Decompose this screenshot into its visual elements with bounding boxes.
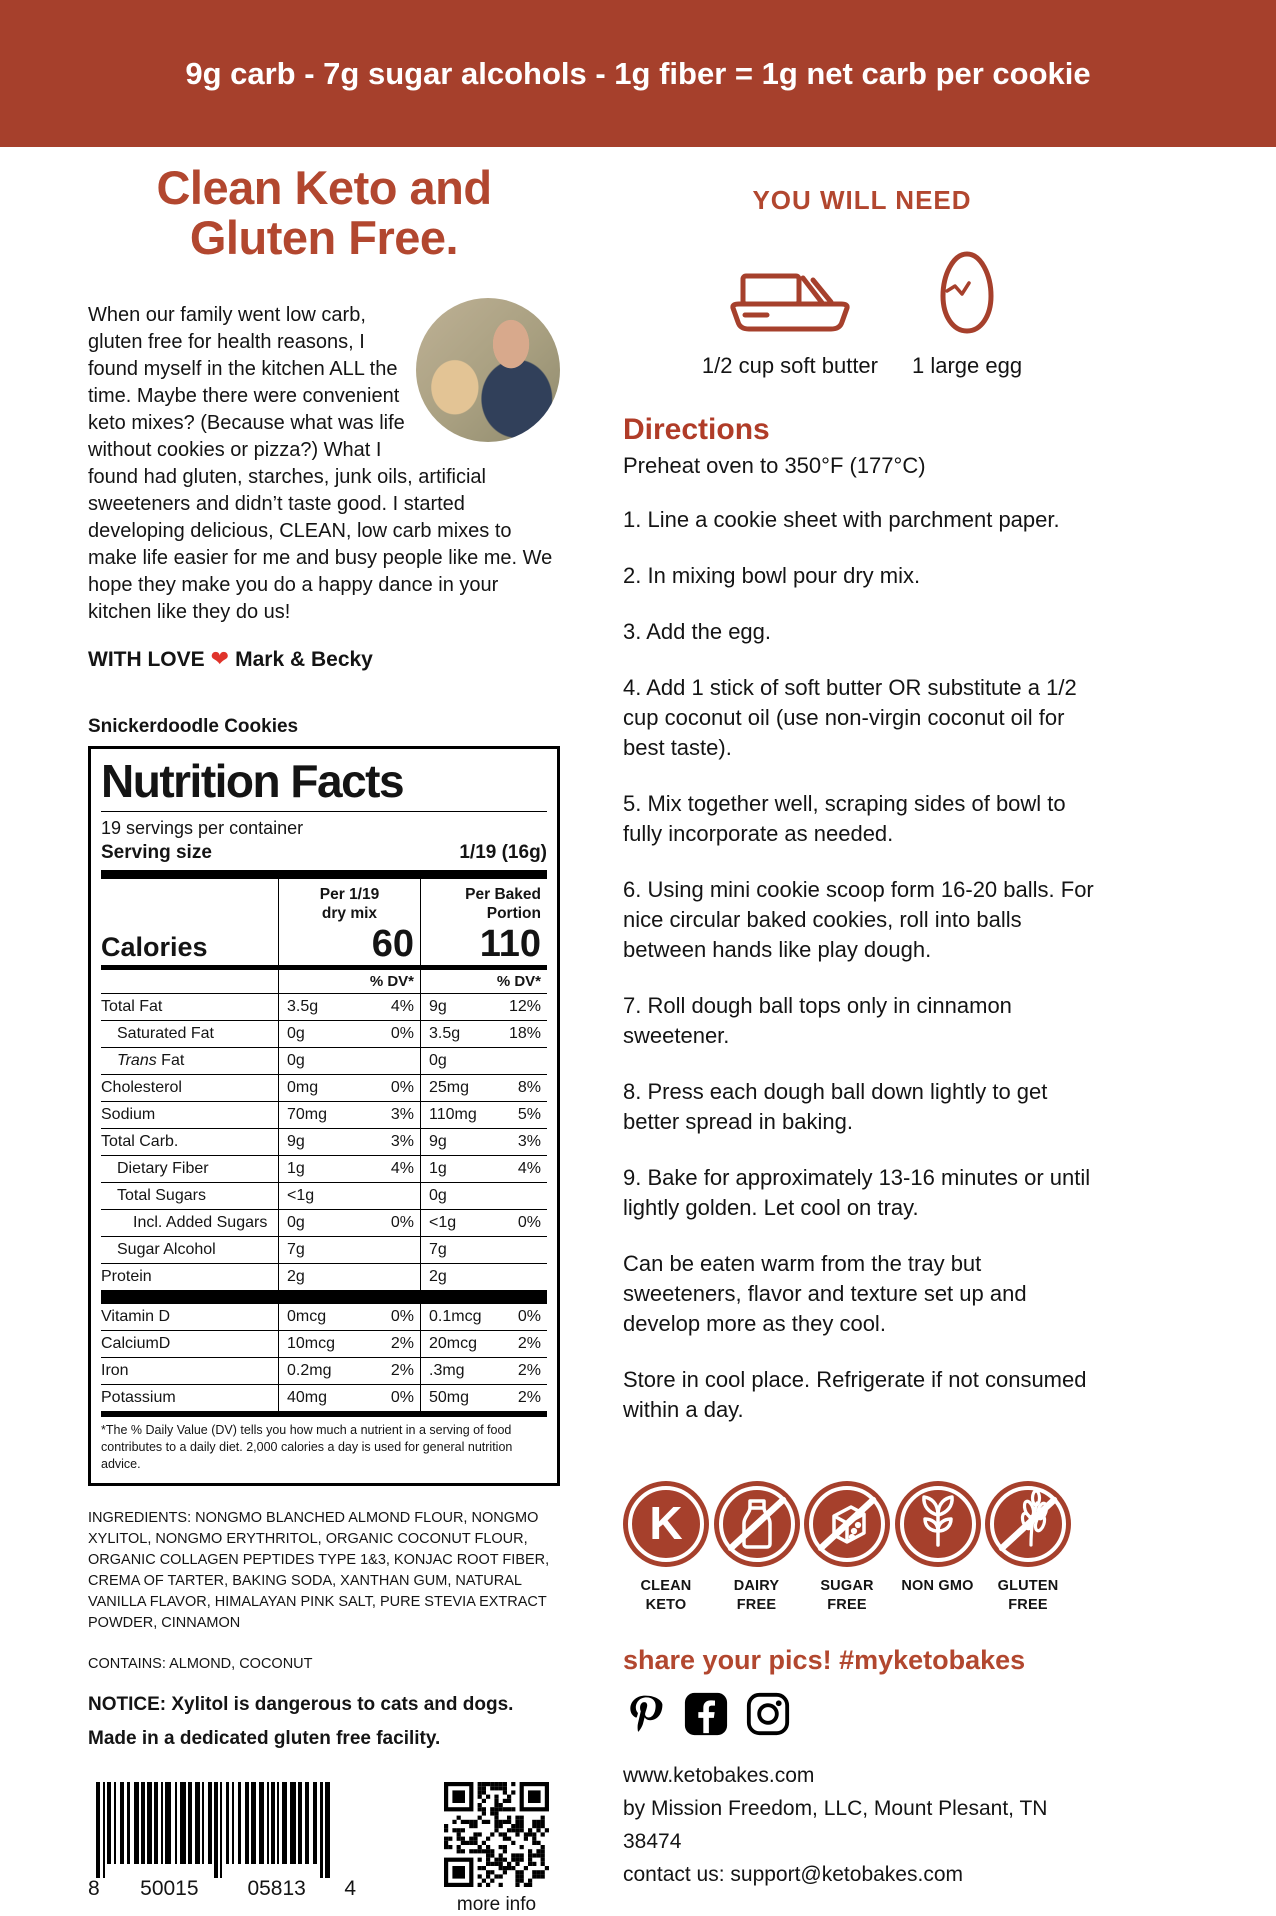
svg-text:K: K (649, 1497, 683, 1549)
direction-step: 1. Line a cookie sheet with parchment paper. (623, 507, 1060, 532)
nutrient-values: 110mg 5% (420, 1102, 547, 1128)
nutrient-row (101, 1237, 547, 1264)
nutrient-values: 25mg 8% (420, 1075, 547, 1101)
you-will-need-items (623, 250, 1101, 379)
nutrient-values: 7g (278, 1237, 420, 1263)
calories-row (101, 924, 547, 971)
claim-badge (623, 1481, 709, 1615)
nutrient-row (101, 1358, 547, 1385)
nutrient-row (101, 1210, 547, 1237)
founders-photo (416, 298, 560, 442)
nutrient-name: Sugar Alcohol (117, 1241, 216, 1259)
badge-label: SUGAR FREE (820, 1578, 874, 1613)
left-column (88, 147, 560, 1916)
dairy-bottle-icon (714, 1481, 800, 1567)
nutrient-values: 2g (278, 1264, 420, 1290)
badge-label: CLEAN KETO (640, 1578, 692, 1613)
nutrient-values: 0g (420, 1183, 547, 1209)
nutrient-values: 50mg 2% (420, 1385, 547, 1411)
direction-step: 9. Bake for approximately 13-16 minutes or until lightly golden. Let cool on tray. (623, 1165, 1091, 1220)
nutrient-values: 1g 4% (278, 1156, 420, 1182)
founder-story-text: When our family went low carb, gluten free for health reasons, I found myself in the kitchen ALL the time. Maybe there were convenient keto mixes? (Because what was life without cookies or pizza?) What I found had gluten, starches, junk oils, artificial sweeteners and didn’t taste good. I started developing delicious, CLEAN, low carb mixes to make life easier for me and busy people like me. We hope they make you do a happy dance in your kitchen like they do us! (88, 303, 553, 623)
nutrient-name: Cholesterol (101, 1079, 182, 1097)
clean-keto-k-icon (623, 1481, 709, 1567)
nutrient-row (101, 1385, 547, 1411)
direction-step: 4. Add 1 stick of soft butter OR substitute a 1/2 cup coconut oil (use non-virgin coconut oil for best taste). (623, 675, 1077, 760)
non-gmo-plant-icon (895, 1481, 981, 1567)
gluten-free-facility-line: Made in a dedicated gluten free facility. (88, 1728, 441, 1750)
nutrition-title: Nutrition Facts (101, 754, 404, 807)
support-email-line: contact us: support@ketobakes.com (623, 1862, 963, 1886)
thick-divider (101, 870, 547, 879)
directions-steps (623, 505, 1101, 1425)
nutrient-values: <1g (278, 1183, 420, 1209)
share-hashtag-line: share your pics! #myketobakes (623, 1644, 1026, 1675)
serving-size-label: Serving size (101, 841, 212, 863)
nutrient-values: 10mcg 2% (278, 1331, 420, 1357)
nutrient-values: 3.5g 18% (420, 1021, 547, 1047)
nutrient-values: <1g 0% (420, 1210, 547, 1236)
claim-badges-row (623, 1481, 1071, 1615)
signoff-names: Mark & Becky (235, 647, 373, 671)
thick-divider (101, 1291, 547, 1304)
calories-label: Calories (101, 932, 208, 963)
nutrient-row (101, 1156, 547, 1183)
dv-header-baked: % DV* (420, 970, 547, 993)
nutrient-name: Protein (101, 1268, 152, 1286)
baked-column-header: Per Baked Portion (420, 879, 547, 924)
ingredients-list: INGREDIENTS: NONGMO BLANCHED ALMOND FLOUR, NONGMO XYLITOL, NONGMO ERYTHRITOL, ORGANIC COCONUT FLOUR, ORGANIC COLLAGEN PEPTIDES TYPE 1&3, KONJAC ROOT FIBER, CREMA OF TARTER, BAKING SODA, XANTHAN GUM, NATURAL VANILLA FLAVOR, HIMALAYAN PINK SALT, PURE STEVIA EXTRACT POWDER, CINNAMON (88, 1510, 550, 1632)
badge-label: GLUTEN FREE (997, 1578, 1059, 1613)
preheat-line: Preheat oven to 350°F (177°C) (623, 453, 926, 478)
claim-badge (895, 1481, 981, 1615)
founder-story (88, 302, 560, 626)
facebook-icon (683, 1691, 729, 1742)
nutrient-row (101, 1264, 547, 1291)
serving-size-row (101, 842, 547, 864)
calories-dry-value: 60 (278, 924, 420, 966)
barcode-digits: 8 50015 05813 4 (88, 1877, 356, 1901)
nutrient-row (101, 1102, 547, 1129)
nutrient-row (101, 1183, 547, 1210)
nutrient-name: Dietary Fiber (117, 1160, 209, 1178)
calories-baked-value: 110 (420, 924, 547, 966)
nutrient-values: 1g 4% (420, 1156, 547, 1182)
net-carb-banner-text: 9g carb - 7g sugar alcohols - 1g fiber = 1g net carb per cookie (185, 55, 1091, 91)
dv-header-dry: % DV* (278, 970, 420, 993)
daily-value-header-row (101, 970, 547, 994)
notice-block (88, 1688, 560, 1756)
nutrient-values: 0g (420, 1048, 547, 1074)
heart-icon: ❤ (210, 645, 230, 671)
social-icons-row (623, 1690, 1101, 1743)
you-will-need-item (912, 250, 1022, 379)
nutrient-values: 9g 12% (420, 994, 547, 1020)
nutrient-row (101, 1129, 547, 1156)
you-will-need-item (702, 270, 878, 379)
ingredient-needed-label: 1/2 cup soft butter (701, 353, 878, 378)
nutrient-values: 0.2mg 2% (278, 1358, 420, 1384)
nutrient-name: Sodium (101, 1106, 156, 1124)
nutrient-name: Incl. Added Sugars (133, 1214, 268, 1232)
nutrition-facts-panel (88, 746, 560, 1486)
nutrient-values: 70mg 3% (278, 1102, 420, 1128)
direction-step: 7. Roll dough ball tops only in cinnamon sweetener. (623, 993, 1012, 1048)
serving-size-value: 1/19 (16g) (459, 841, 547, 863)
column-headers (101, 879, 547, 924)
company-address-line: by Mission Freedom, LLC, Mount Plesant, TN 38474 (623, 1796, 1048, 1853)
nutrient-name: Saturated Fat (117, 1025, 214, 1043)
servings-per-container: 19 servings per container (101, 817, 304, 838)
signoff-line (88, 646, 560, 672)
nutrient-values: 0g 0% (278, 1210, 420, 1236)
dv-footnote: *The % Daily Value (DV) tells you how much a nutrient in a serving of food contributes to a daily diet. 2,000 calories a day is used for general nutrition advice. (101, 1423, 513, 1472)
nutrient-values: 0g 0% (278, 1021, 420, 1047)
nutrient-values: 7g (420, 1237, 547, 1263)
you-will-need-title: YOU WILL NEED (752, 185, 972, 215)
badge-label: DAIRY FREE (733, 1578, 780, 1613)
directions-title: Directions (623, 413, 770, 446)
qr-code-block (444, 1782, 549, 1916)
direction-step: 6. Using mini cookie scoop form 16-20 balls. For nice circular baked cookies, roll into balls between hands like play dough. (623, 877, 1094, 962)
nutrient-values: 2g (420, 1264, 547, 1290)
net-carb-banner (0, 0, 1276, 147)
dry-mix-column-header: Per 1/19 dry mix (278, 879, 420, 924)
nutrient-values: 9g 3% (278, 1129, 420, 1155)
nutrient-values: .3mg 2% (420, 1358, 547, 1384)
contact-block (623, 1759, 1101, 1891)
instagram-icon (745, 1691, 791, 1742)
nutrient-values: 9g 3% (420, 1129, 547, 1155)
nutrient-row (101, 1331, 547, 1358)
xylitol-warning: NOTICE: Xylitol is dangerous to cats and dogs. (88, 1694, 514, 1716)
claim-badge (714, 1481, 800, 1615)
ingredient-needed-label: 1 large egg (912, 353, 1023, 378)
badge-label: NON GMO (901, 1578, 974, 1594)
nutrient-name: CalciumD (101, 1335, 171, 1353)
nutrient-name: Potassium (101, 1389, 176, 1407)
nutrient-values: 0.1mcg 0% (420, 1304, 547, 1330)
upc-barcode (88, 1782, 356, 1901)
product-name: Snickerdoodle Cookies (88, 715, 299, 737)
direction-step: 3. Add the egg. (623, 619, 772, 644)
direction-step: 8. Press each dough ball down lightly to get better spread in baking. (623, 1079, 1048, 1134)
nutrient-values: 40mg 0% (278, 1385, 420, 1411)
divider (101, 811, 547, 812)
direction-step: Can be eaten warm from the tray but sweeteners, flavor and texture set up and develop more as they cool. (623, 1251, 1027, 1336)
nutrient-name: Iron (101, 1362, 129, 1380)
direction-step: 2. In mixing bowl pour dry mix. (623, 563, 921, 588)
direction-step: Store in cool place. Refrigerate if not consumed within a day. (623, 1367, 1087, 1422)
codes-row (88, 1782, 560, 1916)
nutrient-values: 0mcg 0% (278, 1304, 420, 1330)
nutrient-values: 20mcg 2% (420, 1331, 547, 1357)
nutrient-row (101, 1304, 547, 1331)
nutrient-values: 3.5g 4% (278, 994, 420, 1020)
claim-badge (985, 1481, 1071, 1615)
headline: Clean Keto and Gluten Free. (156, 161, 492, 265)
gluten-wheat-icon (985, 1481, 1071, 1567)
butter-dish-icon (727, 270, 853, 341)
allergen-contains-line: CONTAINS: ALMOND, COCONUT (88, 1656, 313, 1673)
nutrient-values: 0mg 0% (278, 1075, 420, 1101)
right-column (623, 147, 1101, 1891)
qr-code (444, 1782, 549, 1887)
nutrient-name: Total Sugars (117, 1187, 206, 1205)
nutrient-rows (101, 994, 547, 1411)
nutrient-row (101, 1048, 547, 1075)
nutrient-row (101, 994, 547, 1021)
sugar-cube-icon (804, 1481, 890, 1567)
nutrient-values: 0g (278, 1048, 420, 1074)
cracked-egg-icon (938, 250, 996, 341)
nutrient-name: Vitamin D (101, 1308, 171, 1326)
pinterest-icon (623, 1690, 667, 1743)
direction-step: 5. Mix together well, scraping sides of bowl to fully incorporate as needed. (623, 791, 1066, 846)
nutrient-row (101, 1021, 547, 1048)
nutrient-name: Total Carb. (101, 1133, 179, 1151)
nutrient-name: Total Fat (101, 998, 163, 1016)
signoff-prefix: WITH LOVE (88, 647, 205, 671)
website-url: www.ketobakes.com (623, 1763, 815, 1787)
nutrient-name: Trans Fat (117, 1052, 185, 1070)
barcode-bars (88, 1782, 356, 1886)
nutrient-row (101, 1075, 547, 1102)
qr-caption: more info (456, 1894, 537, 1916)
claim-badge (804, 1481, 890, 1615)
